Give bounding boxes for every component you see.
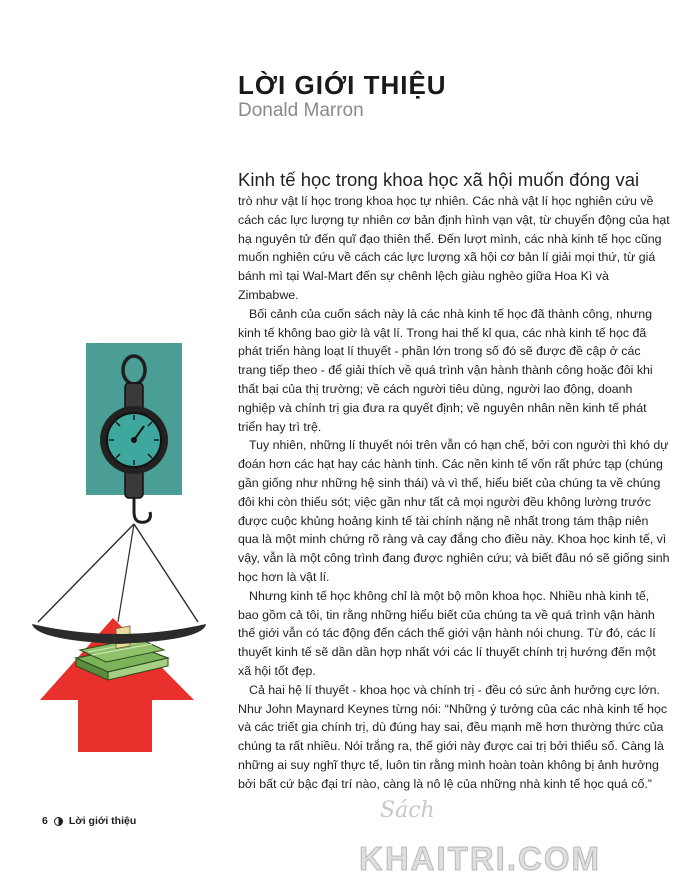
paragraph-1: trò như vật lí học trong khoa học tự nhiên. Các nhà vật lí học nghiên cứu về cách các lực lượng tự nhiên cơ bản định hình vạn vật, từ chuyển động của hạt hạ nguyên tử đến quĩ đạo thiên thể. Đến lượt mình, các nhà kinh tế học cũng muốn nghiên cứu về cách các lực lượng xã hội cơ bản lí giải mọi thứ, từ giá bánh mì tại Wal-Mart đến sự chênh lệch giàu nghèo giữa Hoa Kì và Zimbabwe. <box>238 194 670 302</box>
scale-hook <box>134 498 150 522</box>
paragraph-2: Bối cảnh của cuốn sách này là các nhà kinh tế học đã thành công, nhưng kinh tế không bao giờ là vật lí. Trong hai thế kỉ qua, các nhà kinh tế học đã phát triển hàng loạt lí thuyết - phần lớn trong số đó sẽ được đề cập ở các trang tiếp theo - để giải thích về quá trình vận hành thành công hoặc đôi khi thất bại của thị trường; về cách người tiêu dùng, người lao động, doanh nghiệp và chính trị gia đưa ra quyết định; về nguyên nhân nền kinh tế phát triển hay trì trệ. <box>238 306 653 434</box>
half-circle-icon <box>54 817 63 826</box>
watermark-main: KHAITRI.COM <box>359 840 601 877</box>
footer-section-title: Lời giới thiệu <box>68 815 137 827</box>
paragraph-4: Nhưng kinh tế học không chỉ là một bộ môn khoa học. Nhiều nhà kinh tế, bao gồm cả tôi, tin rằng những hiểu biết của chúng ta về quá trình vận hành thế giới vẫn có tác động đến cách thế giới vận hành nói chung. Từ đó, các lí thuyết kinh tế sẽ dần dần hợp nhất với các lí thuyết chính trị hướng đến một xã hội tốt đẹp. <box>238 588 656 678</box>
scale-illustration <box>28 340 218 775</box>
watermark <box>355 790 685 890</box>
author-name: Donald Marron <box>238 100 364 121</box>
page-title: LỜI GIỚI THIỆU <box>238 70 447 100</box>
watermark-script: Sách <box>380 798 435 823</box>
paragraph-3: Tuy nhiên, những lí thuyết nói trên vẫn có hạn chế, bởi con người thì khó dự đoán hơn các hạt hay các hành tinh. Các nền kinh tế vốn rất phức tạp (chúng gần giống như những hệ sinh thái) và vì thế, hiểu biết của chúng ta về chúng đôi khi còn thiếu sót; việc gần như tất cả mọi người đều không lường trước được cuộc khủng hoảng kinh tế tài chính nặng nề nhất trong tám thập niên qua là một minh chứng rõ ràng và cay đắng cho điều này. Khoa học kinh tế, vì vậy, vẫn là một công trình đang được nghiên cứu; và biết đâu nó sẽ giống sinh học hơn là vật lí. <box>238 438 670 584</box>
hanging-scale-with-money-and-red-arrow-icon <box>28 340 218 770</box>
body-text <box>238 168 670 794</box>
lead-line: Kinh tế học trong khoa học xã hội muốn đóng vai <box>238 169 640 190</box>
page-footer <box>42 815 136 827</box>
page-number: 6 <box>42 815 48 827</box>
paragraph-5: Cả hai hệ lí thuyết - khoa học và chính trị - đều có sức ảnh hưởng cực lớn. Như John Maynard Keynes từng nói: “Những ý tưởng của các nhà kinh tế học và các triết gia chính trị, dù đúng hay sai, đều mạnh mẽ hơn thường thức của chúng ta rất nhiều. Nói trắng ra, thế giới này được cai trị bởi thiểu số. Càng là những ai suy nghĩ thực tế, luôn tin rằng mình hoàn toàn không bị ảnh hưởng bởi bất cứ bậc đại trí nào, càng là nô lệ của những nhà kinh tế học quá cố.” <box>238 682 668 791</box>
